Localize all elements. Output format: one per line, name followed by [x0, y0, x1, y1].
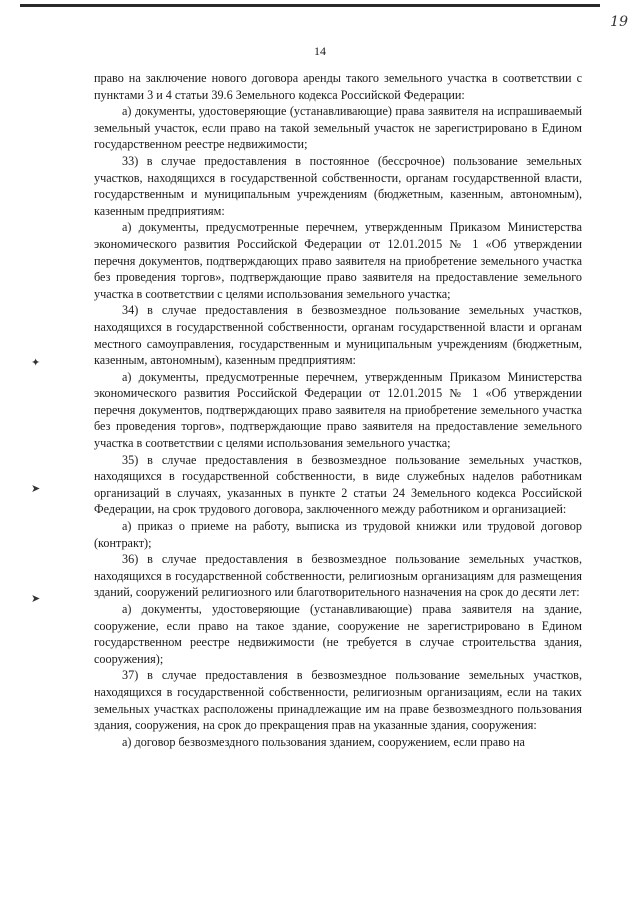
paragraph: 34) в случае предоставления в безвозмездное пользование земельных участков, находящихся в государственной собственности, органам государственной власти и органам местного самоуправления, государственным и муниципальным учреждениям (бюджетным, казенным, автономным), казенным предприятиям: [94, 303, 582, 368]
paragraph: 36) в случае предоставления в безвозмездное пользование земельных участков, находящихся в государственной собственности, религиозным организациям для размещения зданий, сооружений религиозного или благотворительного назначения на срок до десяти лет: [94, 552, 582, 600]
paragraph: а) документы, предусмотренные перечнем, утвержденным Приказом Министерства экономического развития Российской Федерации от 12.01.2015 № 1 «Об утверждении перечня документов, подтверждающих право заявителя на приобретение земельного участка без проведения торгов», подтверждающие право заявителя на предоставление земельного участка в соответствии с целями использования земельного участка; [94, 369, 582, 451]
handwritten-page-number: 19 [610, 14, 628, 30]
paragraph: 37) в случае предоставления в безвозмездное пользование земельных участков, находящихся в государственной собственности, религиозным организациям, если на таких земельных участках расположены принадлежащие им на праве безвозмездного пользования здания, сооружения, на срок до прекращения прав на указанные здания, сооружения: [94, 668, 582, 733]
page-number: 14 [314, 44, 326, 58]
binding-hole-mark-icon: ➤ [31, 482, 41, 495]
paragraph: право на заключение нового договора аренды такого земельного участка в соответствии с пунктами 3 и 4 статьи 39.6 Земельного кодекса Российской Федерации: [94, 71, 582, 102]
top-border-line [20, 4, 600, 7]
paragraph: а) договор безвозмездного пользования зданием, сооружением, если право на [122, 734, 525, 749]
paragraph: 33) в случае предоставления в постоянное (бессрочное) пользование земельных участков, находящихся в государственной собственности, органам государственной власти, государственным и муниципальным учреждениям (бюджетным, казенным, автономным), казенным предприятиям: [94, 153, 582, 218]
binding-hole-mark-icon: ➤ [31, 592, 41, 605]
paragraph: а) документы, удостоверяющие (устанавливающие) права заявителя на испрашиваемый земельный участок, если право на такой земельный участок не зарегистрировано в Едином государственном реестре недвижимости; [94, 104, 582, 152]
paragraph: а) документы, предусмотренные перечнем, утвержденным Приказом Министерства экономического развития Российской Федерации от 12.01.2015 № 1 «Об утверждении перечня документов, подтверждающих право заявителя на приобретение земельного участка без проведения торгов», подтверждающие право заявителя на предоставление земельного участка в соответствии с целями использования земельного участка; [94, 220, 582, 301]
binding-hole-mark-icon: ✦ [31, 356, 41, 369]
paragraph: а) документы, удостоверяющие (устанавливающие) права заявителя на здание, сооружение, если право на такое здание, сооружение не зарегистрировано в Едином государственном реестре недвижимости (не требуется в случае строительства здания, сооружения); [94, 602, 582, 666]
paragraph: а) приказ о приеме на работу, выписка из трудовой книжки или трудовой договор (контракт); [94, 519, 582, 550]
paragraph: 35) в случае предоставления в безвозмездное пользование земельных участков, находящихся в государственной собственности, в виде служебных наделов работникам организаций в случаях, указанных в пункте 2 статьи 24 Земельного кодекса Российской Федерации, на срок трудового договора, заключенного между работником и организацией: [94, 452, 582, 517]
document-body [94, 70, 582, 750]
